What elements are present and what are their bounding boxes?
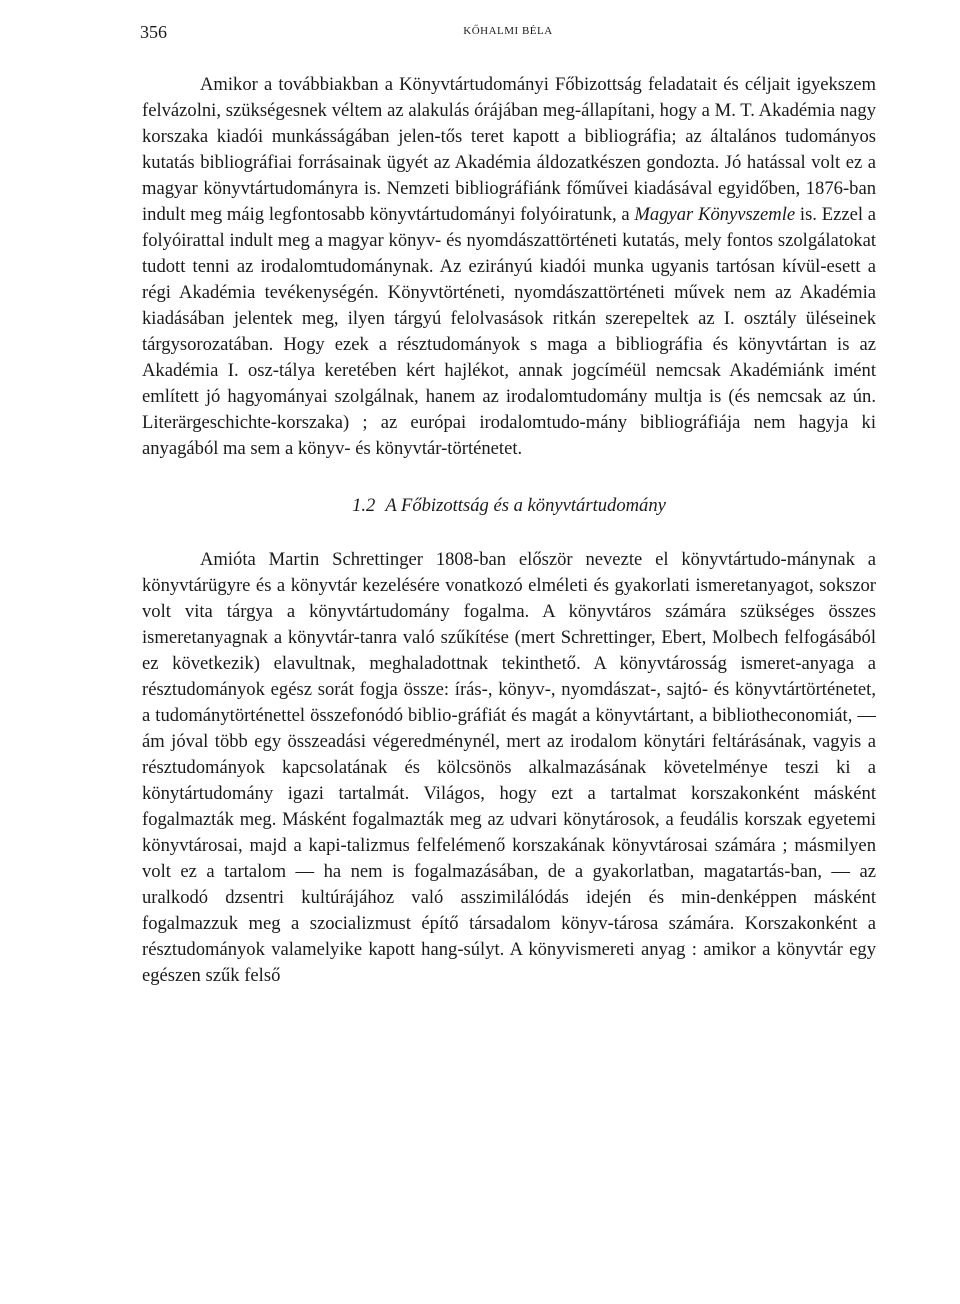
paragraph-1-text-end: is. Ezzel a folyóirattal indult meg a magyar könyv- és nyomdászattörténeti kutatás, mely fontos szolgálatokat tudott tenni az irodalomtudománynak. Az ezirányú kiadói munka ugyanis tartósan kívül-esett a régi Akadémia tevékenységén. Könyvtörténeti, nyomdászattörténeti művek nem az Akadémia kiadásában jelentek meg, ilyen tárgyú felolvasások ritkán szerepeltek az I. osztály üléseinek tárgysorozatában. Hogy ezek a résztudományok s maga a bibliográfia és könyvtártan is az Akadémia I. osz-tálya keretében kért hajlékot, annak jogcíméül nemcsak Akadémiánk imént említett jó hagyományai szolgálnak, hanem az irodalomtudomány multja is (és nemcsak az ún. Literärgeschichte-korszaka) ; az európai irodalomtudo-mány bibliográfiája nem hagyja ki anyagából ma sem a könyv- és könyvtár-történetet. (142, 204, 877, 459)
running-head: KŐHALMI BÉLA (463, 25, 553, 37)
page-header (140, 22, 876, 46)
paragraph-bibliography-history (142, 72, 876, 462)
paragraph-1-text-start: Amikor a továbbiakban a Könyvtártudományi Főbizottság feladatait és céljait igyekszem felvázolni, szükségesnek véltem az alakulás órájában meg-állapítani, hogy a M. T. Akadémia nagy korszaka kiadói munkásságában jelen-tős teret kapott a bibliográfia; az általános tudományos kutatás bibliográfiai forrásainak ügyét az Akadémia áldozatkészen gondozta. Jó hatással volt ez a magyar könyvtártudományra is. Nemzeti bibliográfiánk főművei kiadásával egyidőben, 1876-ban indult meg máig legfontosabb könyvtártudományi folyóiratunk, a (142, 74, 876, 225)
page-number: 356 (140, 22, 167, 42)
section-number: 1.2 (352, 495, 376, 516)
section-title: A Főbizottság és a könyvtártudomány (385, 495, 666, 516)
section-heading (142, 493, 876, 519)
paragraph-library-science: Amióta Martin Schrettinger 1808-ban először nevezte el könyvtártudo-mánynak a könyvtárügyre és a könyvtár kezelésére vonatkozó elméleti és gyakorlati ismeretanyagot, sokszor volt vita tárgya a könyvtártudomány fogalma. A könyvtáros számára szükséges összes ismeretanyagnak a könyvtár-tanra való szűkítése (mert Schrettinger, Ebert, Molbech felfogásából ez következik) elavultnak, meghaladottnak tekinthető. A könyvtárosság ismeret-anyaga a résztudományok egész sorát fogja össze: írás-, könyv-, nyomdászat-, sajtó- és könyvtártörténetet, a tudománytörténettel összefonódó biblio-gráfiát és magát a könyvtártant, a bibliotheconomiát, — ám jóval több egy összeadási végeredménynél, mert az irodalom könytári feltárásának, vagyis a résztudományok kapcsolatának és kölcsönös alkalmazásának követelménye teszi ki a könytártudomány igazi tartalmát. Világos, hogy ezt a tartalmat korszakonként másként fogalmazták meg. Másként fogalmazták meg az udvari könytárosok, a feudális korszak egyetemi könyvtárosai, majd a kapi-talizmus felfelémenő korszakának könyvtárosai számára ; másmilyen volt ez a tartalom — ha nem is fogalmazásában, de a gyakorlatban, magatartás-ban, — az uralkodó dzsentri kultúrájához való asszimilálódás idején és min-denképpen másként fogalmazzuk meg a szocializmust építő társadalom könyv-tárosa számára. Korszakonként a résztudományok valamelyike kapott hang-súlyt. A könyvismereti anyag : amikor a könyvtár egy egészen szűk felső (142, 549, 876, 986)
journal-title: Magyar Könyvszemle (634, 204, 796, 225)
body-text (142, 72, 876, 989)
